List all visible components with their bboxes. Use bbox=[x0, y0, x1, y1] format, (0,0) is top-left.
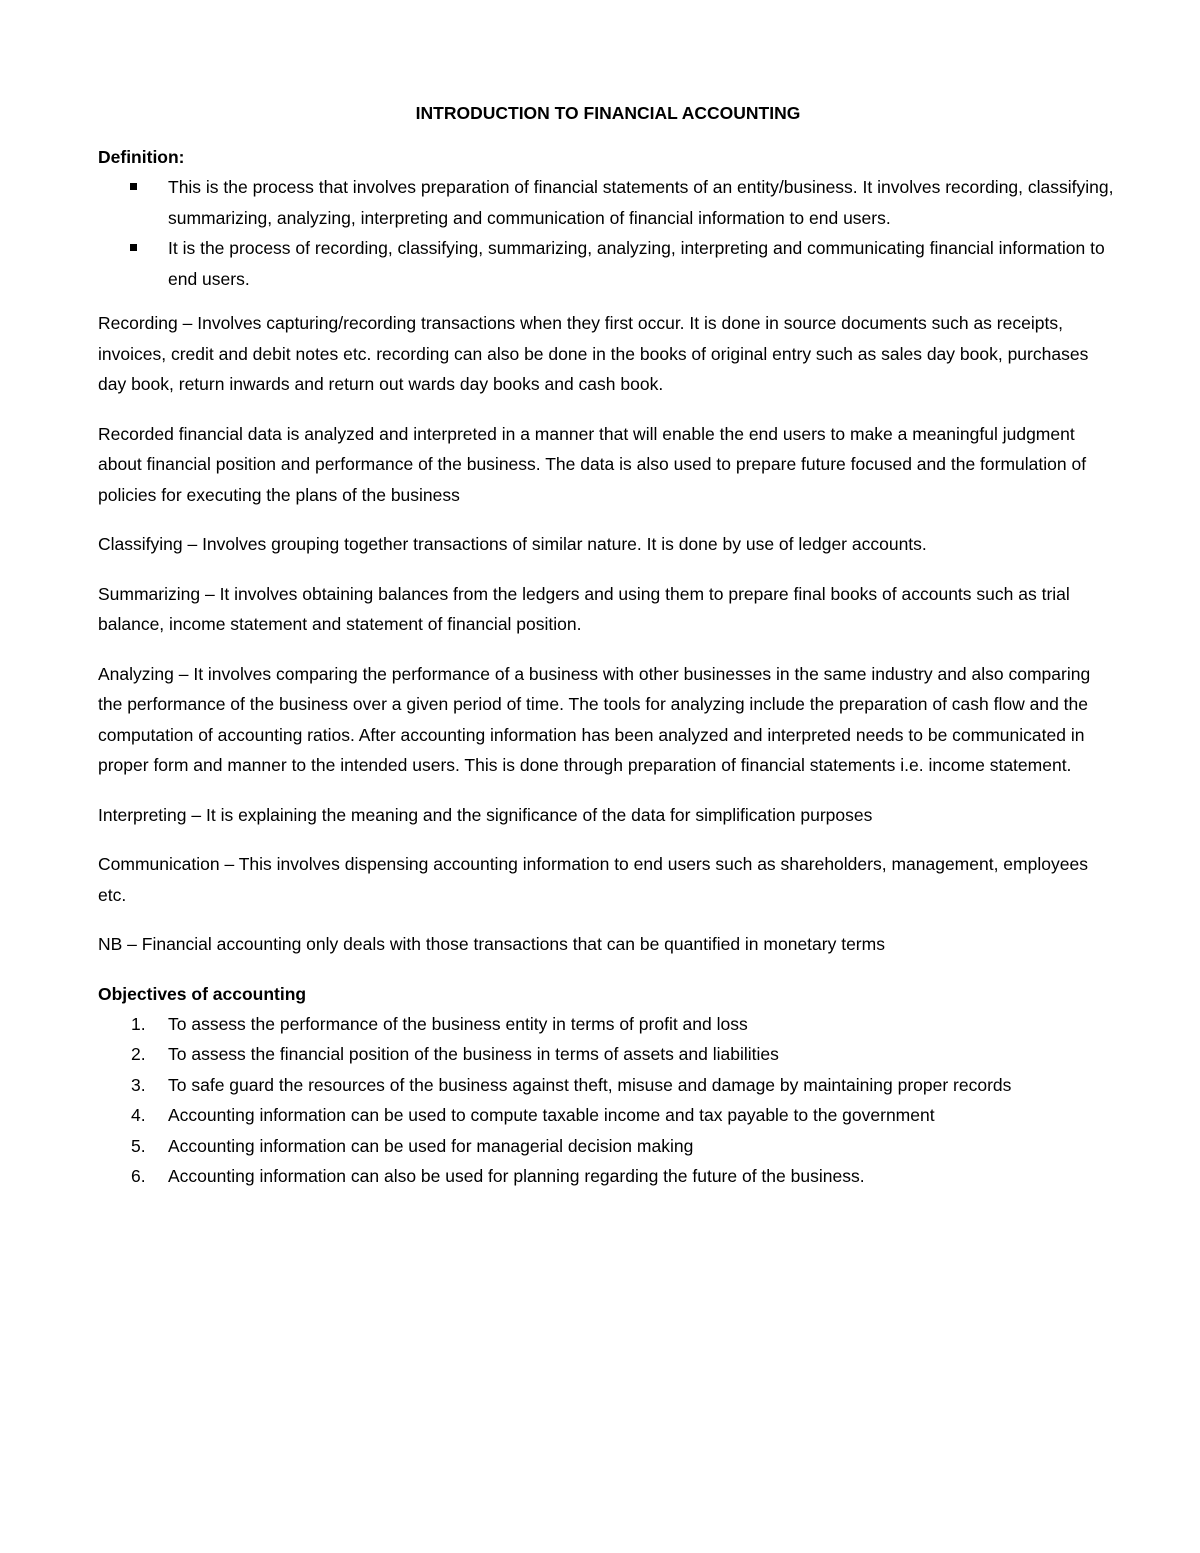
square-bullet-icon bbox=[130, 244, 137, 251]
paragraph-summarizing: Summarizing – It involves obtaining balances from the ledgers and using them to prepare final books of accounts such as trial balance, income statement and statement of financial position. bbox=[98, 583, 1070, 634]
list-item-text: Accounting information can be used for managerial decision making bbox=[168, 1135, 694, 1156]
definition-item bbox=[168, 233, 1118, 294]
definition-heading: Definition: bbox=[98, 147, 185, 167]
list-item bbox=[131, 1131, 1118, 1162]
definition-list bbox=[98, 172, 1118, 294]
list-item bbox=[131, 1161, 1118, 1192]
paragraph-communication: Communication – This involves dispensing accounting information to end users such as shareholders, management, employees etc. bbox=[98, 854, 1088, 905]
list-item-text: Accounting information can be used to compute taxable income and tax payable to the government bbox=[168, 1105, 935, 1125]
list-item-text: Accounting information can also be used for planning regarding the future of the business. bbox=[168, 1166, 865, 1186]
list-item-text: To safe guard the resources of the business against theft, misuse and damage by maintaining proper records bbox=[168, 1074, 1012, 1095]
list-item bbox=[131, 1039, 1118, 1070]
objectives-heading: Objectives of accounting bbox=[98, 983, 307, 1004]
definition-text: It is the process of recording, classifying, summarizing, analyzing, interpreting and communicating financial information to end users. bbox=[168, 238, 1105, 289]
paragraph-analyzing: Analyzing – It involves comparing the performance of a business with other businesses in the same industry and also comparing the performance of the business over a given period of time. The tools for analyzing include the preparation of cash flow and the computation of accounting ratios. After accounting information has been analyzed and interpreted needs to be communicated in proper form and manner to the intended users. This is done through preparation of financial statements i.e. income statement. bbox=[98, 663, 1091, 775]
paragraph-interpreting: Interpreting – It is explaining the meaning and the significance of the data for simplification purposes bbox=[98, 804, 873, 825]
list-number: 5. bbox=[131, 1135, 146, 1156]
paragraph-classifying: Classifying – Involves grouping together transactions of similar nature. It is done by use of ledger accounts. bbox=[98, 534, 927, 554]
list-item-text: To assess the financial position of the business in terms of assets and liabilities bbox=[168, 1044, 779, 1064]
list-number: 2. bbox=[131, 1044, 146, 1064]
list-item-text: To assess the performance of the business entity in terms of profit and loss bbox=[168, 1013, 748, 1034]
paragraph-recorded-data: Recorded financial data is analyzed and interpreted in a manner that will enable the end users to make a meaningful judgment about financial position and performance of the business. The data is also used to prepare future focused and the formulation of policies for executing the plans of the business bbox=[98, 423, 1087, 505]
document-title: INTRODUCTION TO FINANCIAL ACCOUNTING bbox=[415, 103, 801, 123]
objectives-list bbox=[98, 1009, 1118, 1192]
definition-text: This is the process that involves preparation of financial statements of an entity/business. It involves recording, classifying, summarizing, analyzing, interpreting and communication of financial information to end users. bbox=[168, 177, 1114, 228]
list-item bbox=[131, 1009, 1118, 1040]
definition-item bbox=[168, 172, 1118, 233]
list-number: 4. bbox=[131, 1105, 146, 1125]
list-number: 3. bbox=[131, 1074, 146, 1095]
paragraph-recording: Recording – Involves capturing/recording transactions when they first occur. It is done in source documents such as receipts, invoices, credit and debit notes etc. recording can also be done in the books of original entry such as sales day book, purchases day book, return inwards and return out wards day books and cash book. bbox=[98, 313, 1089, 394]
list-item bbox=[131, 1100, 1118, 1131]
paragraph-nb-note: NB – Financial accounting only deals with those transactions that can be quantified in monetary terms bbox=[98, 934, 885, 954]
document-page bbox=[98, 100, 1118, 1192]
list-number: 1. bbox=[131, 1013, 146, 1034]
list-number: 6. bbox=[131, 1166, 146, 1186]
square-bullet-icon bbox=[130, 183, 137, 190]
list-item bbox=[131, 1070, 1118, 1101]
